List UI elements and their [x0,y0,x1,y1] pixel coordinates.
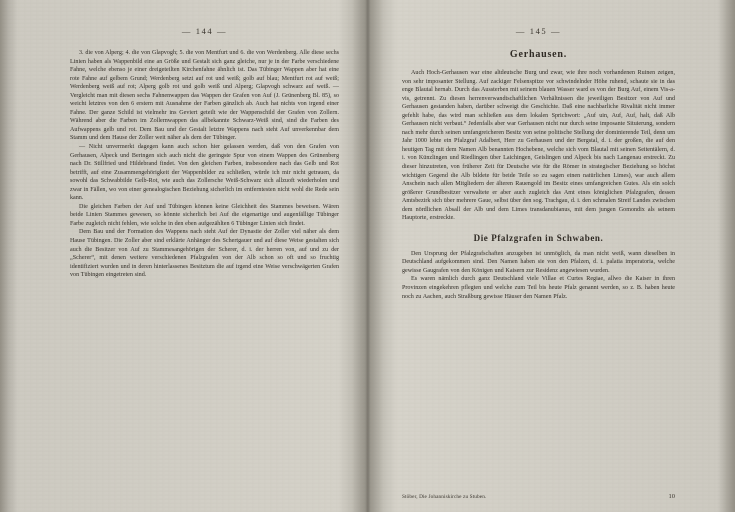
folio-left: — 144 — [181,26,228,36]
footer-page-number: 10 [668,493,675,500]
paragraph: Den Ursprung der Pfalzgrafschaften anzugeben ist unmöglich, da man nicht weiß, wann dieselben in Deutschland aufgekommen sind. Den Namen haben sie von den Pfalzen, d. i. palatia imperatoria, welche gewisse Gaugrafen von den Königen und Kaisern zur Residenz angewiesen wurden. [402,250,675,274]
section-title: Die Pfalzgrafen in Schwaben. [473,232,604,243]
right-page-text-column [402,69,675,301]
paragraph: Die gleichen Farben der Auf und Tübingen können keine Gleichheit des Stammes beweisen. Wären beide Linien Stammes gewesen, so könnte sicherlich bei Auf die eigenartige und augenfällige Tübinger Farbe zugleich nicht fehlen, wie solche in den eben aufgezählten 6 Tübinger Linien sich findet. [70,203,339,227]
chapter-title: Gerhausen. [509,49,568,60]
footer-signature: Stöber, Die Johanniskirche zu Stuben. [402,494,487,500]
page-right [368,0,735,512]
page-footer [402,493,675,500]
paragraph: 3. die von Alperg; 4. die von Glapvogh; 5. die von Mentfurt und 6. die von Werdenberg. Alle diese sechs Linien haben als Wappenbild eine an Größe und Gestalt sich ganz gleiche, nur je in der Farbe verschiedene Fahne, welche ebenso je einer dreigeteilten Kirchenfahne ähnlich ist. Das Tübinger Wappen aber hat eine rote Fahne auf gelbem Grund; Werdenberg setzt auf rot und weiß; golb auf blau; Mentfurt rot auf weiß; Werdenberg weiß auf rot; Alperg golb rot und golb weiß und Alperg; Glapvogh schwarz auf weiß. — Vergleicht man mit diesen sechs Fahnenwappen das Wappen der Grafen von Auf (J. Grünenberg Bl. 85), so weicht letztres von den 6 erstern mit Ausnahme der Farben gänzlich ab. Auch hat nichts von irgend einer Fahne. Der ganze Schild ist vielmehr ins Geviert geteilt wie der Wappenschild der Grafen von Zollern. Während aber die Farben im Zollernwappen das allbekannte Schwarz-Weiß sind, sind die Farben des Aufwappens gelb und rot. Dem Bau und der Gestalt letztre Wappens nach steht Auf unverkennbar dem Stamm und dem Hause der Zoller weit näher als dem der Tübinger. [70,50,339,142]
paragraph: Auch Hoch-Gerhausen war eine altdeutsche Burg und zwar, wie ihre noch vorhandenen Ruinen zeigen, von sehr imposanter Stellung. Auf zackiger Felsenspitze vor schwindelnder Höhe ruhend, schaute sie in das enge Blautal hernab. Durch das Aussterben mit seinem blauen Wasser ward es von der Burg Auf, einem Vis-a-vis, getrennt. Zu diesen herrenverwandtschaftlichen Verhältnissen die jeweiligen Besitzer von Auf und Gerhausen gestanden haben, darüber schweigt die Geschichte. Daß eine nachbarliche Rivalität nicht immer gefehlt habe, das wird man schließen aus dem lokalen Sprichwort: „Auf uin, Auf, Auf, halt, daß Alb Gerhausen nicht verbaut.“ Jedenfalls aber war Gerhausen nicht nur durch seine imposante Situierung, sondern nach mehr durch seinen umfangreicheren Besitz von seine politische Stellung der dominierende Teil, denn um Jahr 1000 lebte ein Pfalzgraf Adalbert, Herr zu Gerhausen und der Bergstal, d. i. der großen, die auf den heutigen Tag mit dem Namen Alb benannten Hochebene, welche sich vom Blautal mit seinen Seitentälern, d. i. von Künzlingen und Riedlingen über Laichingen, Geislingen und Alpeck bis nach Langenau erstreckt. Zu dieser hinzutreten, von früherer Zeit für Deutsche wie für die Römer in strategischer Beziehung so höchst wichtigen Gegend die Alb bildete für beide Teile so zu sagen einen natürlichen Limes), war auch allem Anschein nach allen Mitgliedern der älteren Rauengold im Besitz eines umfangreichen Gutes. Als ein solch größerer Grundbesitzer verwaltete er aber auch zugleich das Amt eines königlichen Pfalzgrafen, dessen Amtsbezirk sich über mehrere Gaue, selbst über den sog. Trachgau, d. i. den schmalen Streif Landes zwischen dem nördlichen Absall der Alb und dem Limes transdanubianus, mit dem jungen Gomondix als seinem Hauptorte, erstreckte. [402,70,675,222]
page-left [0,0,367,512]
left-page-text-column [70,49,339,280]
folio-right: — 145 — [515,26,562,36]
paragraph: Es waren nämlich durch ganz Deutschland viele Villae et Curtes Regiae, allwo die Kaiser in ihren Provinzen eingekehren pflegten und welche zum Teil bis heute Pfalz genannt werden, so z. B. haben heute noch zu Aachen, auch Straßburg gewisse Häuser den Namen Pfalz. [402,276,675,300]
paragraph: Dem Bau und der Formation des Wappens nach steht Auf der Dynastie der Zoller viel näher als dem Hause Tübingen. Die Zoller aber sind erklärte Anhänger des Schertgauer und auf diese Weise gestalten sich auch die Besitzer von Auf zu Stammesangehörigen der Scherer, d. i. der herren von, auf und zu der „Scherer“, mit denen weitere verschiedenen Pfalzgrafen von der Alb schon so oft und so fruchtig identifiziert wurden und in deren hinterlassenes Besitztum die auf irgend eine Weise verschwägerten Grafen von Tübingen eingetreten sind. [70,229,339,279]
paragraph: — Nicht unvermerkt dagegen kann auch schon hier gelassen werden, daß von den Grafen von Gerhausen, Alpeck und Beringen sich auch nicht die geringste Spur von einem Wappen des Grünenberg nach Dr. Stillfried und Hildebrand findet. Von den gleichen Farben, insbesondere nach das Gelb und Rot betrifft, auf eine Zusammengehörigkeit der Wappenbilder zu schließen, würde ich mir nicht getrauen, da sowohl das Schwabbilde Gelb-Rot, wie auch das Zollersche Weiß-Schwarz sich allzuoft wiederholen und zwar in Fällen, wo von einer genealogischen Beziehung sicherlich im entferntesten nicht wohl die Rede sein kann. [70,144,339,202]
